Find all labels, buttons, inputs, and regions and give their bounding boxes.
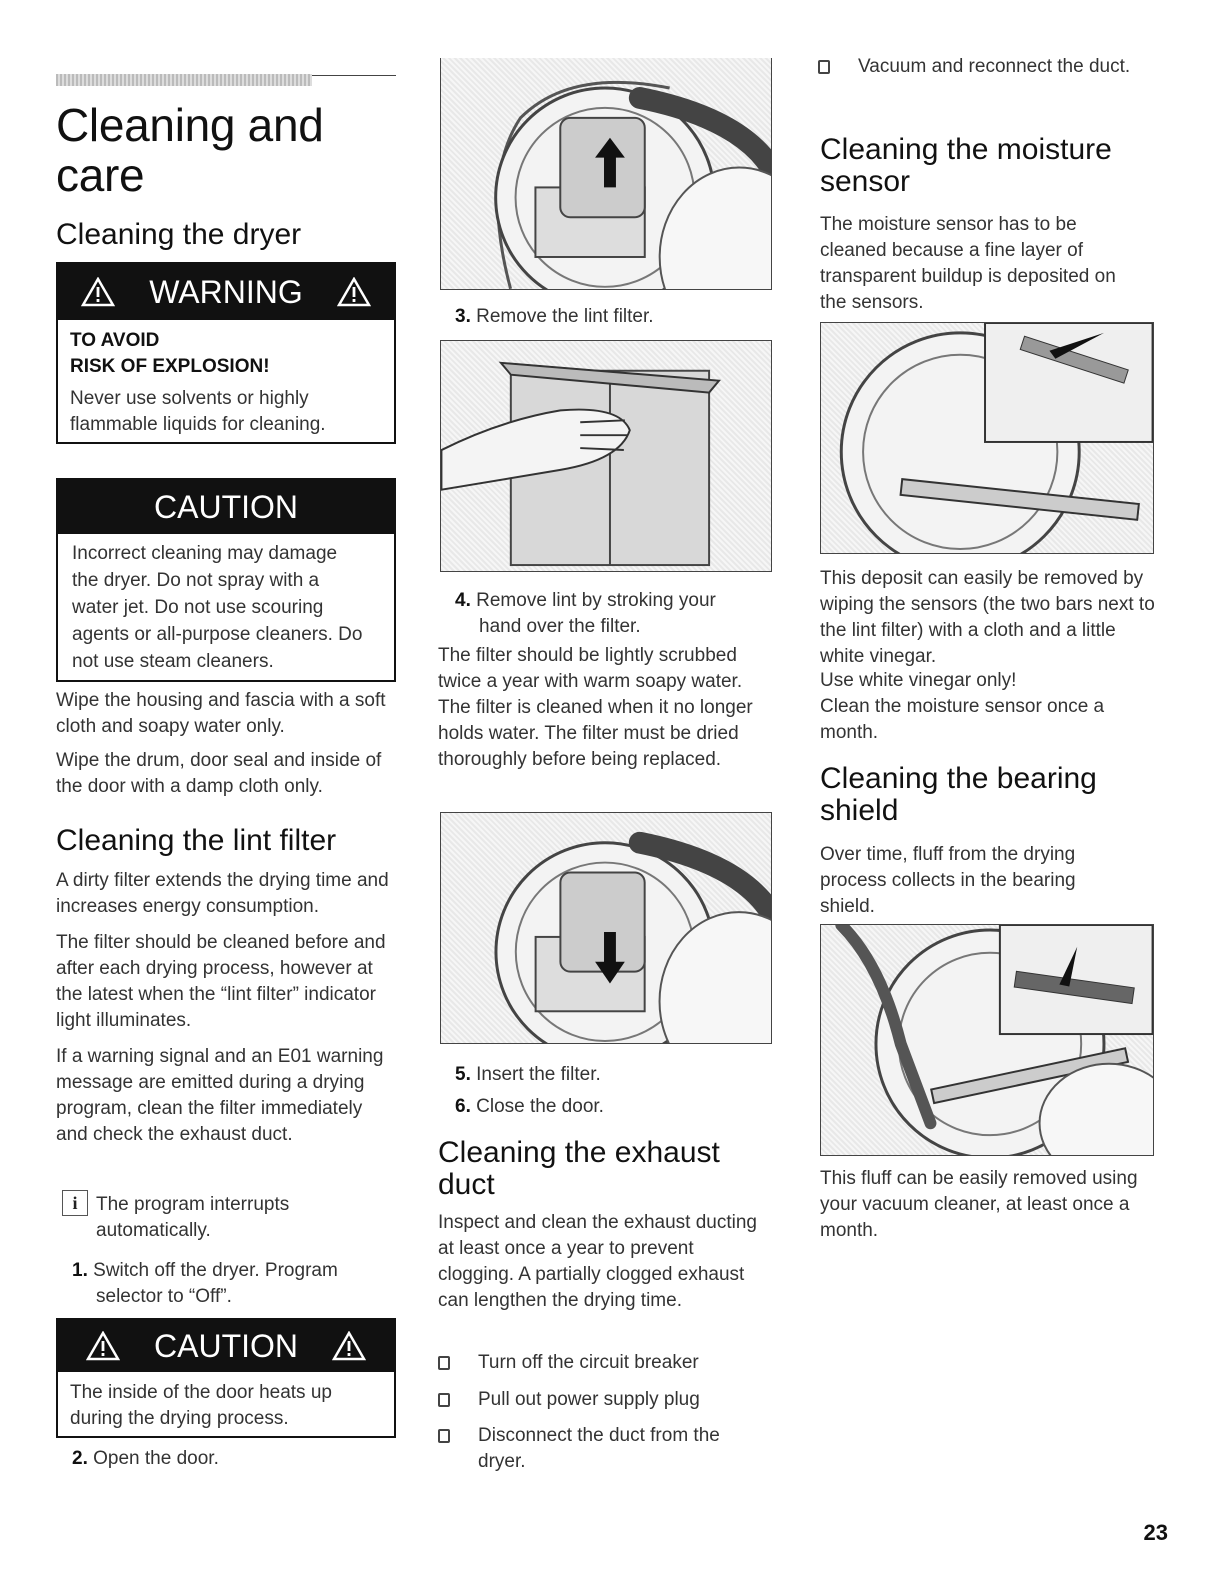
caution-box <box>56 478 396 682</box>
lint-paragraph: A dirty filter extends the drying time and increases energy consumption. <box>56 870 389 917</box>
illustration-bearing-shield <box>820 924 1154 1156</box>
caution-text: Incorrect cleaning may damage the dryer. Do not spray with a water jet. Do not use scouring agents or all-purpose cleaners. Do not use steam cleaners. <box>72 543 363 672</box>
exhaust-bullet: Vacuum and reconnect the duct. <box>818 54 1138 80</box>
warning-triangle-icon <box>332 1331 366 1361</box>
warning-bold-line: RISK OF EXPLOSION! <box>70 356 270 377</box>
caution-text: The inside of the door heats up during the drying process. <box>70 1382 332 1429</box>
warning-triangle-icon <box>86 1331 120 1361</box>
step-3: 3. Remove the lint filter. <box>455 306 654 327</box>
step-4: 4. Remove lint by stroking your hand over the filter. <box>455 590 716 637</box>
illustration-clean-filter <box>440 340 772 572</box>
section-heading-bearing: Cleaning the bearing shield <box>820 762 1097 827</box>
caution-header: CAUTION <box>154 488 298 525</box>
warning-header: WARNING <box>149 273 303 310</box>
illustration-insert-filter <box>440 812 772 1044</box>
warning-text: Never use solvents or highly flammable liquids for cleaning. <box>70 388 326 435</box>
step-1: 1. Switch off the dryer. Program selector to “Off”. <box>72 1260 338 1307</box>
dryer-paragraph: Wipe the drum, door seal and inside of the door with a damp cloth only. <box>56 750 382 797</box>
checkbox-bullet-icon <box>438 1429 450 1443</box>
section-heading-exhaust: Cleaning the exhaust duct <box>438 1136 720 1201</box>
info-icon: i <box>62 1190 88 1216</box>
caution-box-door <box>56 1318 396 1438</box>
warning-triangle-icon <box>337 277 371 307</box>
warning-triangle-icon <box>81 277 115 307</box>
step-5: 5. Insert the filter. <box>455 1064 601 1085</box>
section-heading-moisture: Cleaning the moisture sensor <box>820 133 1112 198</box>
section-heading-lint: Cleaning the lint filter <box>56 824 337 857</box>
exhaust-bullet: Turn off the circuit breaker <box>438 1350 768 1376</box>
checkbox-bullet-icon <box>438 1393 450 1407</box>
bearing-paragraph: This fluff can be easily removed using your vacuum cleaner, at least once a month. <box>820 1168 1138 1241</box>
bearing-paragraph: Over time, fluff from the drying process collects in the bearing shield. <box>820 844 1076 917</box>
moisture-paragraph: Clean the moisture sensor once a month. <box>820 696 1105 743</box>
dryer-paragraph: Wipe the housing and fascia with a soft cloth and soapy water only. <box>56 690 386 737</box>
illustration-remove-filter <box>440 58 772 290</box>
step-2: 2. Open the door. <box>72 1448 219 1469</box>
lint-paragraph: If a warning signal and an E01 warning message are emitted during a drying program, clean the filter immediately and check the exhaust duct. <box>56 1046 384 1145</box>
section-heading-dryer: Cleaning the dryer <box>56 218 302 251</box>
exhaust-bullet: Disconnect the duct from the dryer. <box>438 1423 768 1475</box>
page-number: 23 <box>1143 1520 1168 1545</box>
lint-paragraph: The filter should be lightly scrubbed twice a year with warm soapy water. The filter is cleaned when it no longer holds water. The filter must be dried thoroughly before being replaced. <box>438 645 753 770</box>
illustration-moisture-sensor <box>820 322 1154 554</box>
page-title: Cleaning and care <box>56 99 324 201</box>
caution-header: CAUTION <box>154 1327 298 1364</box>
warning-box <box>56 262 396 444</box>
lint-paragraph: The filter should be cleaned before and after each drying process, however at the latest when the “lint filter” indicator light illuminates. <box>56 932 386 1031</box>
checkbox-bullet-icon <box>438 1356 450 1370</box>
info-note: The program interrupts automatically. <box>96 1194 290 1241</box>
moisture-paragraph: The moisture sensor has to be cleaned because a fine layer of transparent buildup is deposited on the sensors. <box>820 214 1116 313</box>
checkbox-bullet-icon <box>818 60 830 74</box>
step-6: 6. Close the door. <box>455 1096 604 1117</box>
moisture-paragraph: This deposit can easily be removed by wiping the sensors (the two bars next to the lint filter) with a cloth and a little white vinegar. <box>820 568 1155 667</box>
header-rule <box>56 74 396 88</box>
warning-bold-line: TO AVOID <box>70 330 160 351</box>
exhaust-bullet: Pull out power supply plug <box>438 1387 768 1413</box>
moisture-paragraph: Use white vinegar only! <box>820 670 1017 691</box>
exhaust-paragraph: Inspect and clean the exhaust ducting at least once a year to prevent clogging. A partially clogged exhaust can lengthen the drying time. <box>438 1212 758 1311</box>
